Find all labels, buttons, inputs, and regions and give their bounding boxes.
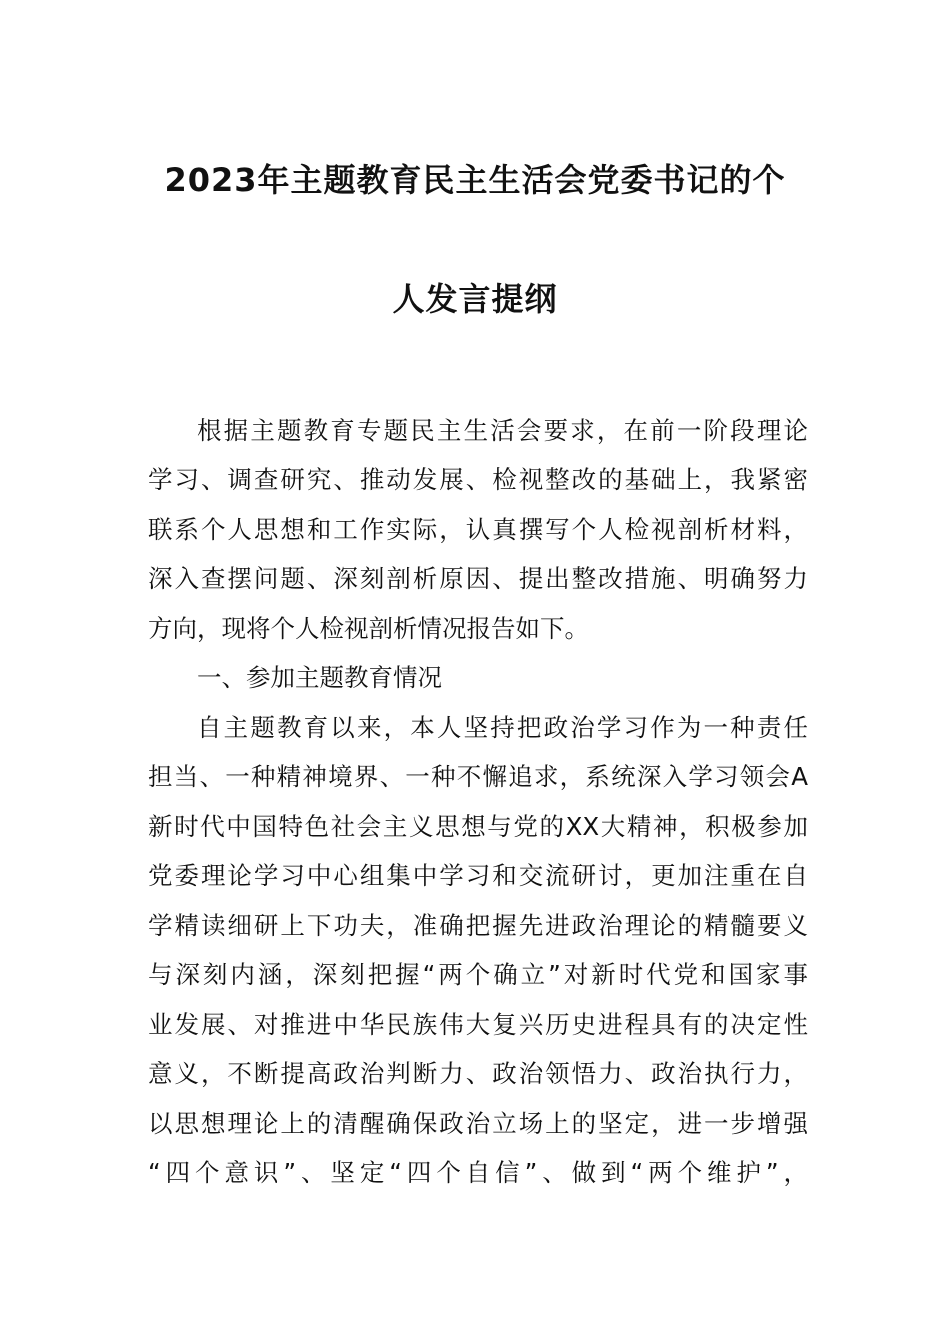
paragraph-2-line-3: 新时代中国特色社会主义思想与党的XX大精神，积极参加 [148, 812, 808, 841]
paragraph-2-line-4: 党委理论学习中心组集中学习和交流研讨，更加注重在自 [148, 861, 808, 890]
paragraph-1-line-1: 根据主题教育专题民主生活会要求，在前一阶段理论 [197, 416, 808, 445]
paragraph-2-line-6: 与深刻内涵，深刻把握“两个确立”对新时代党和国家事 [148, 960, 808, 989]
paragraph-2-line-2: 担当、一种精神境界、一种不懈追求，系统深入学习领会A [148, 762, 808, 791]
paragraph-1-line-5: 方向，现将个人检视剖析情况报告如下。 [148, 614, 589, 643]
document-title-line-2: 人发言提纲 [392, 280, 558, 318]
paragraph-2-line-8: 意义，不断提高政治判断力、政治领悟力、政治执行力， [148, 1059, 808, 1088]
paragraph-1-line-4: 深入查摆问题、深刻剖析原因、提出整改措施、明确努力 [148, 564, 808, 593]
paragraph-2-line-9: 以思想理论上的清醒确保政治立场上的坚定，进一步增强 [148, 1109, 808, 1138]
paragraph-2-line-10: “四个意识”、坚定“四个自信”、做到“两个维护”， [148, 1158, 808, 1187]
paragraph-2-line-5: 学精读细研上下功夫，准确把握先进政治理论的精髓要义 [148, 911, 808, 940]
document-title-line-1: 2023年主题教育民主生活会党委书记的个 [164, 161, 786, 199]
paragraph-2-line-7: 业发展、对推进中华民族伟大复兴历史进程具有的决定性 [148, 1010, 808, 1039]
paragraph-2-line-1: 自主题教育以来，本人坚持把政治学习作为一种责任 [197, 713, 808, 742]
paragraph-1-line-3: 联系个人思想和工作实际，认真撰写个人检视剖析材料， [148, 515, 808, 544]
paragraph-1-line-2: 学习、调查研究、推动发展、检视整改的基础上，我紧密 [148, 465, 808, 494]
section-heading: 一、参加主题教育情况 [197, 663, 442, 692]
